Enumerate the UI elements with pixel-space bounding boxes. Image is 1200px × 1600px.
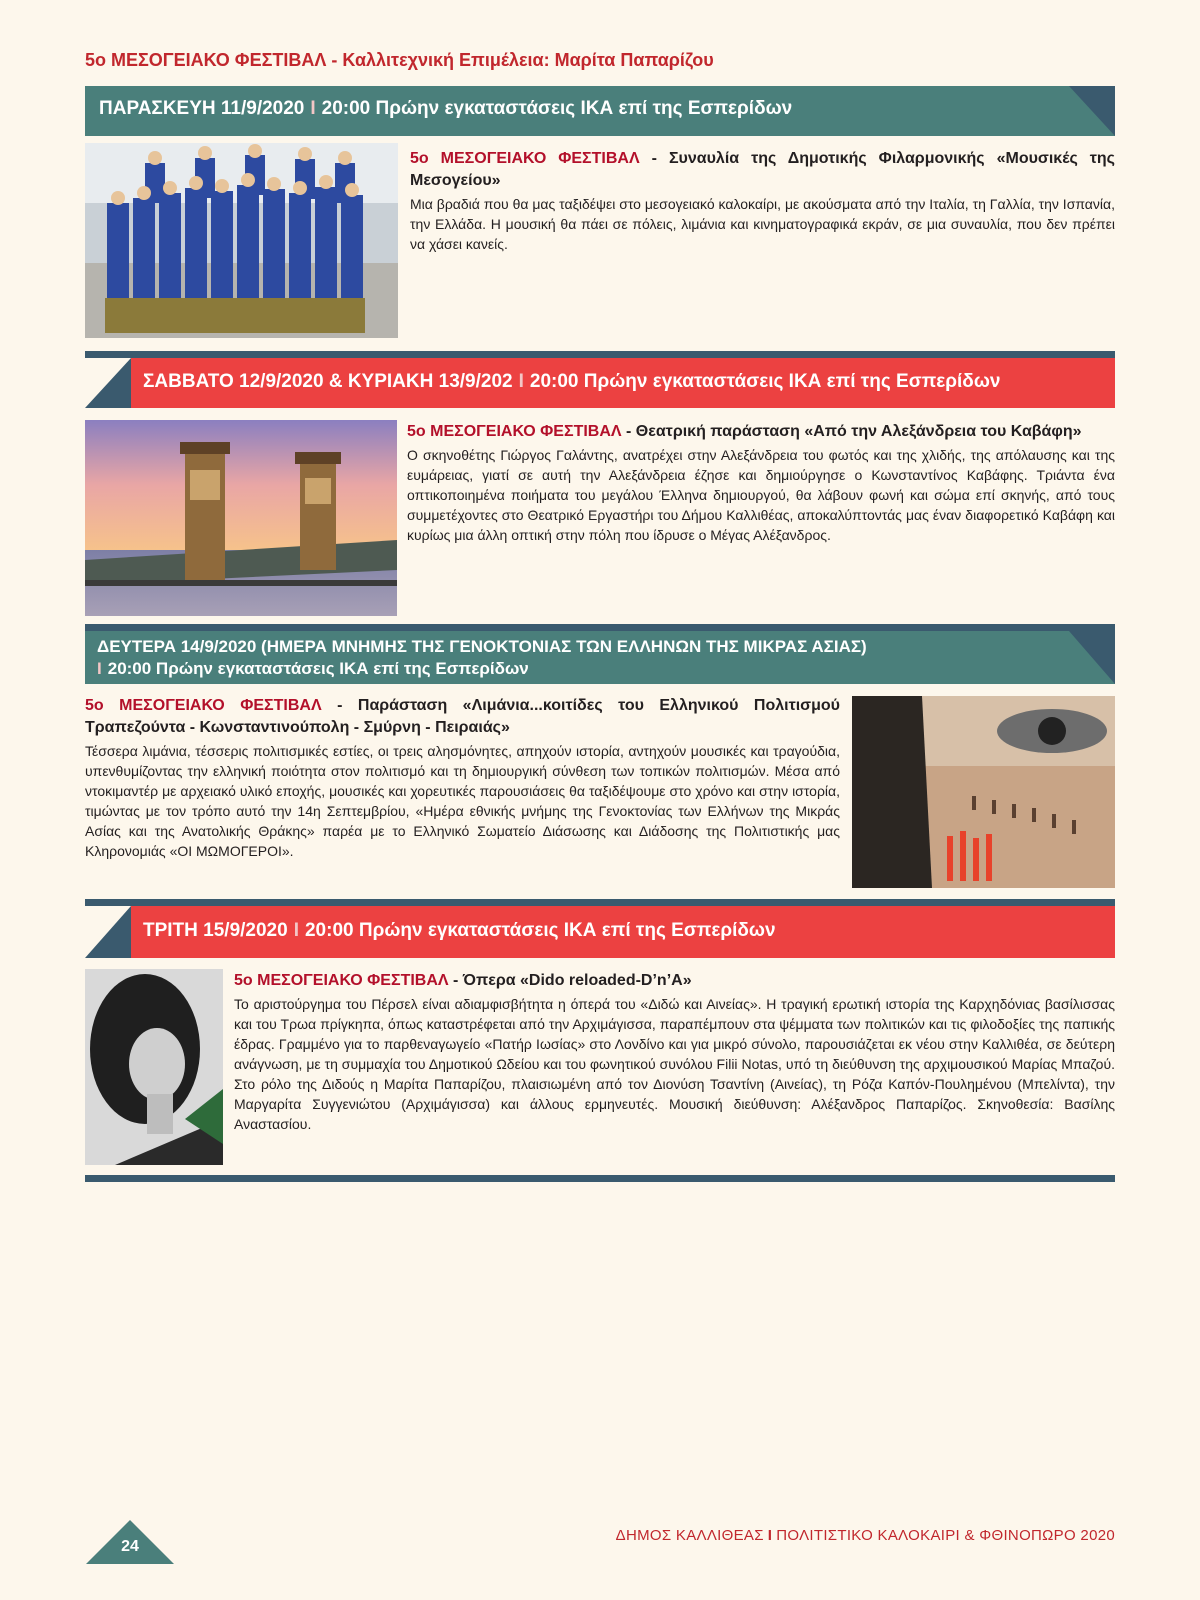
event-1-heading <box>410 148 1115 192</box>
festival-name: 5ο ΜΕΣΟΓΕΙΑΚΟ ΦΕΣΤΙΒΑΛ <box>407 423 622 440</box>
event-4-description: Το αριστούργημα του Πέρσελ είναι αδιαμφισβήτητα η όπερά του «Διδώ και Αινείας». Η τραγική ερωτική ιστορία της Καρχηδόνιας βασίλισσας και του Τρωα πρίγκηπα, όπως καταστρέφεται από την Αρχιμάγισσα, παραπέμπουν στα ψέμματα των πολιτικών και τις φιλοδοξίες της παπικής έδρας. Γραμμένο για το παρθεναγωγείο «Πατήρ Ιωσίας» στο Λονδίνο και για μικρό σύνολο, παρουσιάζεται εκ νέου στην Καλλιθέα, σε δεύτερη ανάγνωση, με τη συμμαχία του Δημοτικού Ωδείου και του φωνητικού συνόλου Filii Notas, υπό τη διεύθυνση της αρχιμουσικού Μαρίας Μπαζού. Στο ρόλο της Διδούς η Μαρίτα Παπαρίζου, πλαισιωμένη από τον Διονύση Τσαντίνη (Αινείας), τη Ρόζα Καπόν-Πουλημένου (Μπελίντα), την Μαργαρίτα Συγγενιώτου (Αρχιμάγισσα) και άλλους ερμηνευτές. Μουσική διεύθυνση: Αλέξανδρος Παπαρίζος. Σκηνοθεσία: Βασίλης Αναστασίου. <box>234 996 1115 1132</box>
event-1-text <box>410 148 1115 254</box>
event-2-header-bar <box>131 358 1115 408</box>
event-1-time-place: 20:00 Πρώην εγκαταστάσεις ΙΚΑ επί της Εσπερίδων <box>321 98 793 119</box>
footer-municipality: ΔΗΜΟΣ ΚΑΛΛΙΘΕΑΣ <box>615 1527 764 1544</box>
event-4-title: - Όπερα «Dido reloaded-D’n’A» <box>448 972 692 989</box>
event-3-date: ΔΕΥΤΕΡΑ 14/9/2020 (ΗΜΕΡΑ ΜΝΗΜΗΣ ΤΗΣ ΓΕΝΟΚΤΟΝΙΑΣ ΤΩΝ ΕΛΛΗΝΩΝ ΤΗΣ ΜΙΚΡΑΣ ΑΣΙΑΣ) <box>97 637 867 656</box>
festival-name: 5ο ΜΕΣΟΓΕΙΑΚΟ ΦΕΣΤΙΒΑΛ <box>410 150 640 167</box>
section-divider <box>85 899 1115 906</box>
event-2-title: - Θεατρική παράσταση «Από την Αλεξάνδρεια του Καβάφη» <box>621 423 1082 440</box>
separator: I <box>97 659 102 678</box>
bar-corner-decoration <box>1069 86 1115 136</box>
event-2-heading <box>407 421 1115 443</box>
event-3-description: Τέσσερα λιμάνια, τέσσερις πολιτισμικές εστίες, οι τρεις αλησμόνητες, απηχούν ιστορία, αντηχούν μουσικές και τραγούδια, υπενθυμίζοντας την ελληνική ποιότητα στον πολιτισμό και τη δημιουργική σύνθεση των τοπικών πολιτισμών. Μέσα από ντοκιμαντέρ με αρχειακό υλικό εποχής, μουσικές και χορευτικές παρουσιάσεις θα ταξιδέψουμε στο χρόνο και στην ιστορία, τιμώντας με τον τρόπο αυτό την 14η Σεπτεμβρίου, «Ημέρα εθνικής μνήμης της Γενοκτονίας των Ελλήνων της Μικράς Ασίας και της Ανατολικής Θράκης» παρέα με το Ελληνικό Σωματείο Διάσωσης και Διάδοσης της Πολιτιστικής μας Κληρονομιάς «ΟΙ ΜΩΜΟΓΕΡΟΙ». <box>85 743 840 859</box>
event-3-title: - Παράσταση «Λιμάνια...κοιτίδες του Ελληνικού Πολιτισμού Τραπεζούντα - Κωνσταντινούπολη - Σμύρνη - Πειραιάς» <box>85 697 840 736</box>
event-2-date: ΣΑΒΒΑΤΟ 12/9/2020 & ΚΥΡΙΑΚΗ 13/9/202 <box>143 371 513 392</box>
photo-genocide-memorial <box>852 696 1115 888</box>
page-number: 24 <box>121 1538 139 1555</box>
event-4-date: ΤΡΙΤΗ 15/9/2020 <box>143 920 288 941</box>
separator: I <box>310 98 316 119</box>
footer-program: ΠΟΛΙΤΙΣΤΙΚΟ ΚΑΛΟΚΑΙΡΙ & ΦΘΙΝΟΠΩΡΟ 2020 <box>776 1527 1115 1544</box>
event-3-time-place: 20:00 Πρώην εγκαταστάσεις ΙΚΑ επί της Εσπερίδων <box>107 659 529 678</box>
section-divider <box>85 1175 1115 1182</box>
photo-philharmonic-band <box>85 143 398 338</box>
separator: I <box>293 920 299 941</box>
page-title: 5ο ΜΕΣΟΓΕΙΑΚΟ ΦΕΣΤΙΒΑΛ - Καλλιτεχνική Επιμέλεια: Μαρίτα Παπαρίζου <box>85 50 714 70</box>
bar-corner-decoration <box>85 358 131 408</box>
event-4-heading <box>234 970 1115 992</box>
festival-name: 5ο ΜΕΣΟΓΕΙΑΚΟ ΦΕΣΤΙΒΑΛ <box>85 697 322 714</box>
festival-name: 5ο ΜΕΣΟΓΕΙΑΚΟ ΦΕΣΤΙΒΑΛ <box>234 972 449 989</box>
event-1-date: ΠΑΡΑΣΚΕΥΗ 11/9/2020 <box>99 98 305 119</box>
event-2-description: Ο σκηνοθέτης Γιώργος Γαλάντης, ανατρέχει στην Αλεξάνδρεια του φωτός και της χλιδής, της απόλαυσης και της ευμάρειας, γιατί σε αυτή την Αλεξάνδρεια έζησε και δημιούργησε ο Κωνσταντίνος Καβάφης. Τριάντα ένα οπτικοποιημένα ποιήματα του μεγάλου Έλληνα δημιουργού, θα λάβουν φωνή και σώμα επί σκηνής, από τους συμμετέχοντες στο Θεατρικό Εργαστήρι του Δήμου Καλλιθέας, αποκαλύπτοντάς μας έναν διαφορετικό Καβάφη και κυρίως μια άλλη οπτική στην πόλη που ίδρυσε ο Μέγας Αλέξανδρος. <box>407 447 1115 543</box>
event-2-text <box>407 421 1115 545</box>
event-3-text <box>85 695 840 861</box>
event-3-header-bar <box>85 631 1115 684</box>
photo-alexandria-bridge <box>85 420 397 616</box>
event-1-title: - Συναυλία της Δημοτικής Φιλαρμονικής «Μουσικές της Μεσογείου» <box>410 150 1115 189</box>
event-3-heading <box>85 695 840 739</box>
event-4-header-bar <box>131 906 1115 958</box>
event-2-time-place: 20:00 Πρώην εγκαταστάσεις ΙΚΑ επί της Εσπερίδων <box>529 371 1001 392</box>
event-1-description: Μια βραδιά που θα μας ταξιδέψει στο μεσογειακό καλοκαίρι, με ακούσματα από την Ιταλία, τη Γαλλία, την Ισπανία, την Ελλάδα. Η μουσική θα πάει σε πόλεις, λιμάνια και κινηματογραφικά εκράν, σε μια συναυλία, που δεν πρέπει να χάσει κανείς. <box>410 196 1115 252</box>
separator: I <box>518 371 524 392</box>
footer-separator: I <box>767 1527 773 1544</box>
footer <box>616 1527 1115 1544</box>
event-1-header-bar <box>85 86 1115 136</box>
bar-corner-decoration <box>85 906 131 958</box>
event-4-time-place: 20:00 Πρώην εγκαταστάσεις ΙΚΑ επί της Εσπερίδων <box>304 920 776 941</box>
photo-soprano-portrait <box>85 969 223 1165</box>
bar-corner-decoration <box>1069 631 1115 684</box>
event-4-text <box>234 970 1115 1134</box>
section-divider <box>85 351 1115 358</box>
section-divider <box>85 624 1115 631</box>
